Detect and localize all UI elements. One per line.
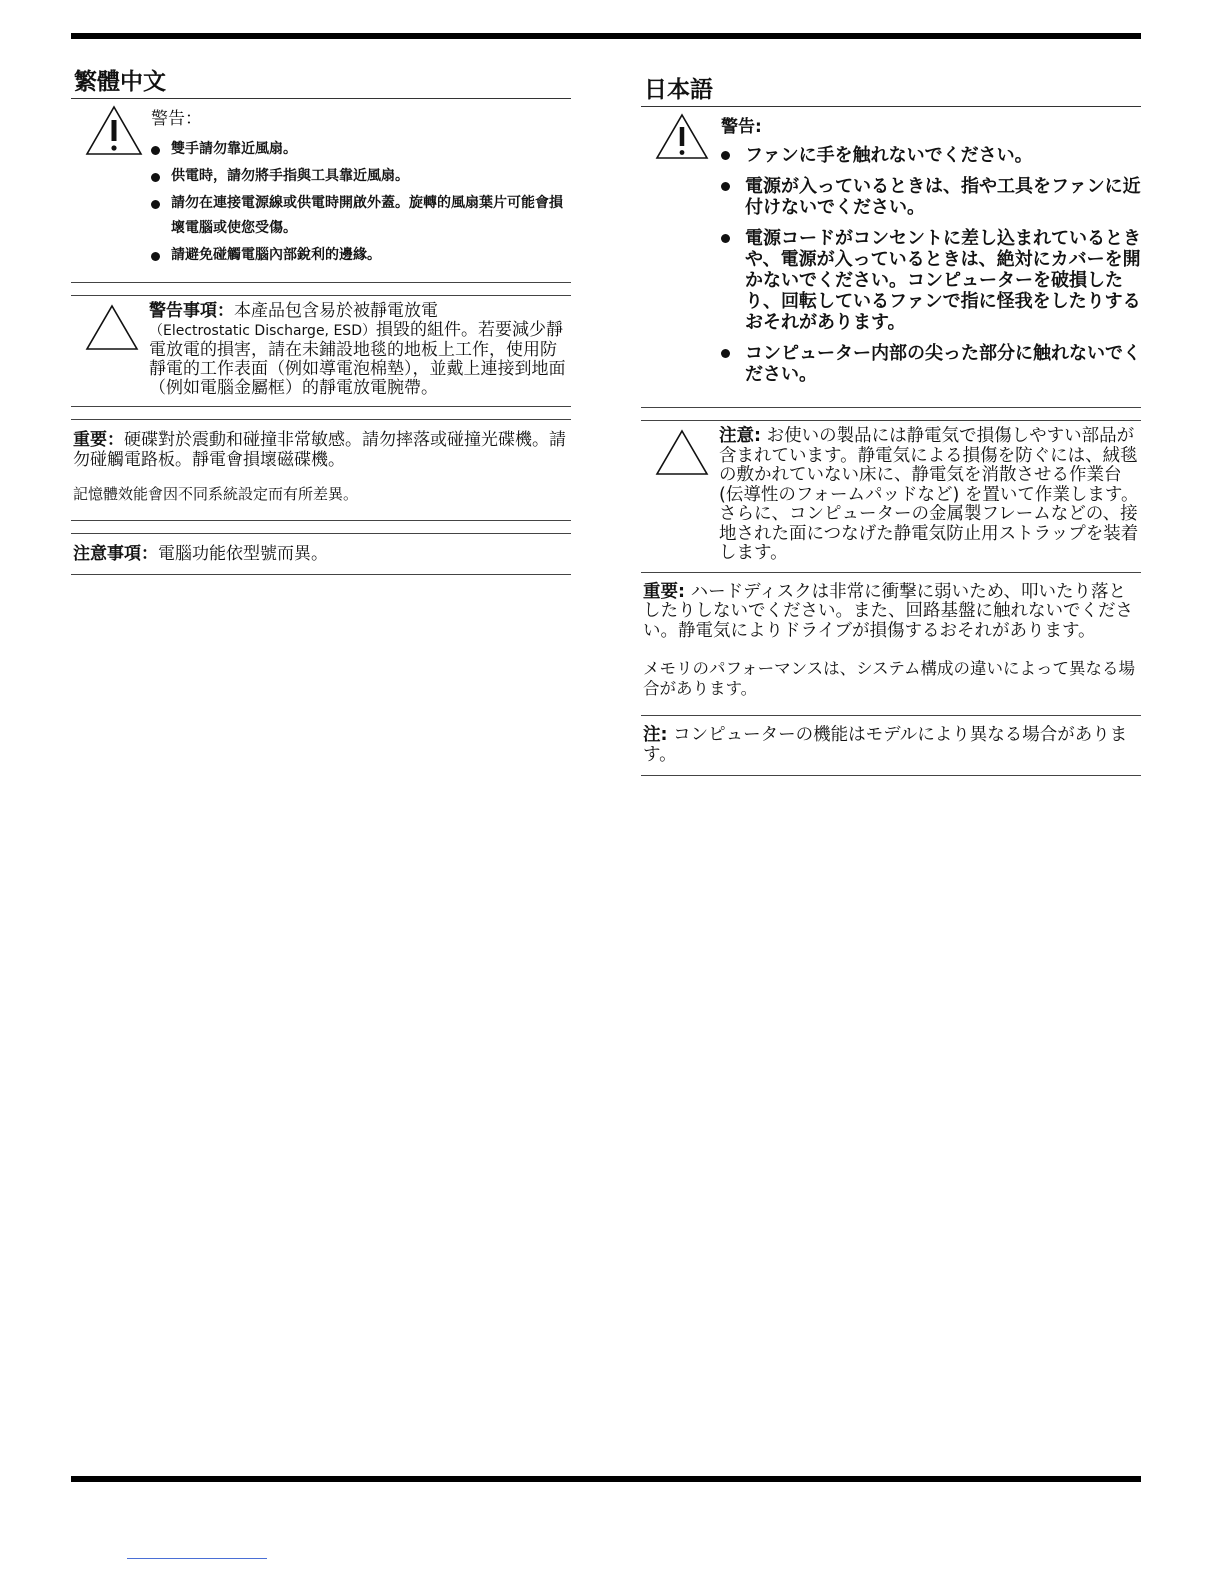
caution-block [641,420,1141,573]
warning-item: ファンに手を触れないでください。 [721,145,1141,166]
warning-item: 供電時，請勿將手指與工具靠近風扇。 [151,164,571,189]
memory-note: 記憶體效能會因不同系統設定而有所差異。 [73,485,359,503]
esd-term: （Electrostatic Discharge, ESD） [149,323,376,339]
warning-heading: 警告： [151,109,202,129]
caution-block [71,295,571,407]
important-block [71,419,571,521]
warning-block [641,107,1141,408]
bullet-icon [151,200,160,209]
bullet-icon [721,182,730,191]
note-text: 注: コンピューターの機能はモデルにより異なる場合があります。 [643,725,1128,765]
bottom-rule [71,1476,1141,1482]
bullet-icon [721,349,730,358]
note-label: 注意事項： [73,544,158,564]
important-text: 重要: ハードディスクは非常に衝撃に弱いため、叩いたり落としたりしないでください。また、回路基盤に触れないでください。静電気によりドライブが損傷するおそれがあります。 [643,581,1133,641]
warning-item: 請避免碰觸電腦內部銳利的邊緣。 [151,243,571,268]
caution-text: 注意: お使いの製品には静電気で損傷しやすい部品が含まれています。静電気による損傷を防ぐには、絨毯の敷かれていない床に、静電気を消散させる作業台(伝導性のフォームパッドなど) を置いて作業します。さらに、コンピューターの金属製フレームなどの、接地された面につなげた静電気防止用ストラップを装着します。 [719,426,1139,563]
note-block [641,716,1141,776]
caution-triangle-icon [655,429,709,481]
important-text: 重要：硬碟對於震動和碰撞非常敏感。請勿摔落或碰撞光碟機。請勿碰觸電路板。靜電會損壞磁碟機。 [73,430,566,470]
top-rule [71,33,1141,39]
warning-item: 雙手請勿靠近風扇。 [151,137,571,162]
caution-triangle-icon [85,304,139,356]
language-title: 繁體中文 [71,66,571,99]
caution-label: 注意: [719,426,761,446]
note-block [71,533,571,575]
warning-item: 請勿在連接電源線或供電時開啟外蓋。旋轉的風扇葉片可能會損壞電腦或使您受傷。 [151,191,571,241]
warning-list [151,137,571,268]
warning-block [71,99,571,283]
language-title: 日本語 [641,74,1141,107]
important-label: 重要： [73,430,124,450]
bullet-icon [721,234,730,243]
warning-item: 電源コードがコンセントに差し込まれているときや、電源が入っているときは、絶対にカバーを開かないでください。コンピューターを破損したり、回転しているファンで指に怪我をしたりするおそれがあります。 [721,228,1141,333]
bullet-icon [151,173,160,182]
important-block [641,573,1141,717]
caution-label: 警告事項： [149,301,234,321]
important-label: 重要: [643,581,685,602]
warning-item: 電源が入っているときは、指や工具をファンに近付けないでください。 [721,176,1141,218]
warning-triangle-icon [85,105,143,161]
warning-list [721,145,1141,385]
warning-heading: 警告: [721,117,762,137]
column-japanese [641,66,1141,776]
column-traditional-chinese [71,66,571,575]
footer-link-line [127,1558,267,1559]
warning-triangle-icon [655,113,709,165]
memory-note: メモリのパフォーマンスは、システム構成の違いによって異なる場合があります。 [643,659,1136,698]
caution-text: 警告事項：本產品包含易於被靜電放電 （Electrostatic Discharge, ESD）損毀的組件。若要減少靜電放電的損害，請在未鋪設地毯的地板上工作，使用防靜電的工作表面（例如導電泡棉墊），並戴上連接到地面（例如電腦金屬框）的靜電放電腕帶。 [149,301,566,398]
note-label: 注: [643,725,668,745]
warning-item: コンピューター内部の尖った部分に触れないでください。 [721,343,1141,385]
note-text: 注意事項：電腦功能依型號而異。 [73,544,328,564]
bullet-icon [151,146,160,155]
bullet-icon [721,151,730,160]
bullet-icon [151,252,160,261]
